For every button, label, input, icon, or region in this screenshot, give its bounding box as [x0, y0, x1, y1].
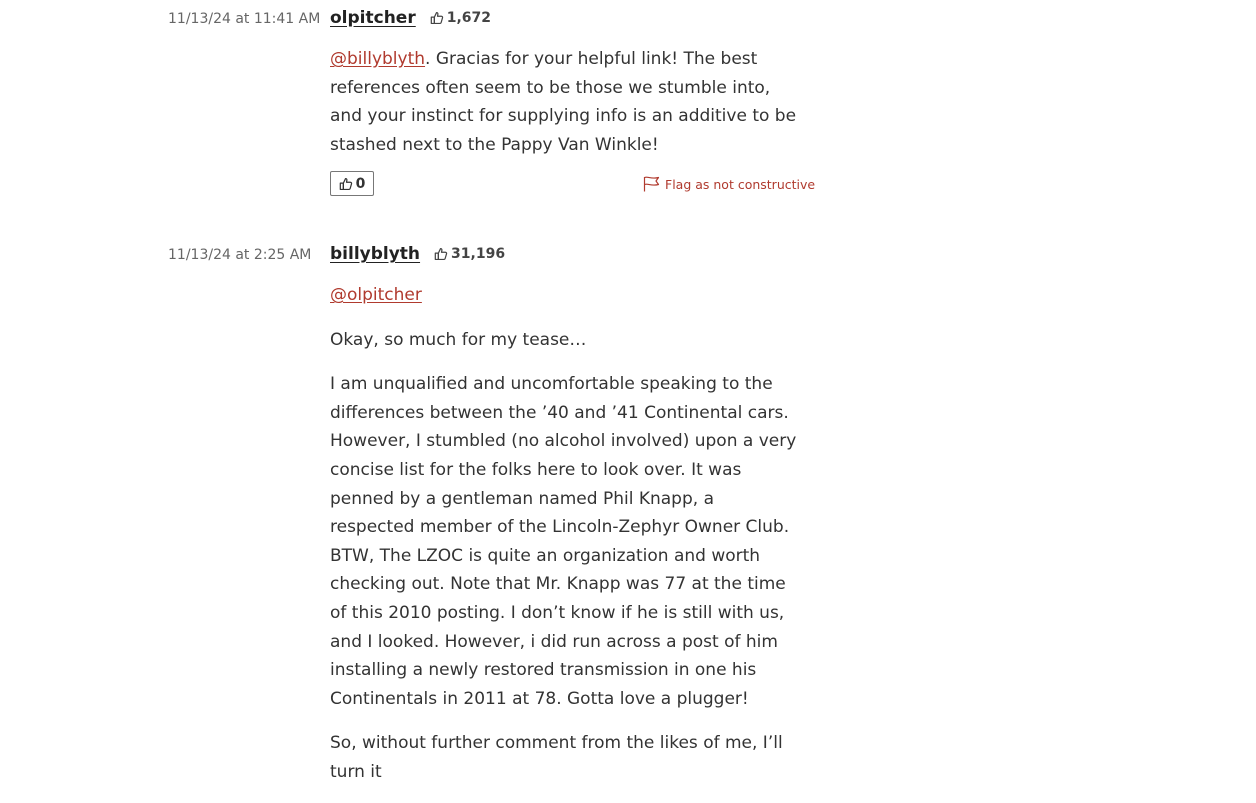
- reputation-badge: [434, 246, 505, 262]
- flag-button[interactable]: [643, 176, 815, 192]
- reputation-count: 1,672: [446, 10, 492, 26]
- username-link[interactable]: billyblyth: [330, 244, 421, 264]
- comment-timestamp: 11/13/24 at 11:41 AM: [168, 11, 321, 27]
- thumbs-up-icon: [430, 11, 444, 25]
- comment-paragraph: I am unqualified and uncomfortable speaking to the differences between the ’40 and ’41 Continental cars. However, I stumbled (no alcohol involved) upon a very concise list for the folks here to look over. It was penned by a gentleman named Phil Knapp, a respected member of the Lincoln-Zephyr Owner Club. BTW, The LZOC is quite an organization and worth checking out. Note that Mr. Knapp was 77 at the time of this 2010 posting. I don’t know if he is still with us, and I looked. However, i did run across a post of him installing a newly restored transmission in one his Continentals in 2011 at 78. Gotta love a plugger!: [330, 374, 797, 709]
- mention-link[interactable]: @olpitcher: [330, 285, 422, 305]
- comment-paragraph: So, without further comment from the likes of me, I’ll turn it: [330, 733, 783, 782]
- like-count: 0: [355, 175, 366, 192]
- username-link[interactable]: olpitcher: [330, 8, 416, 28]
- like-button[interactable]: [330, 171, 374, 196]
- comment-body: [330, 281, 800, 803]
- thumbs-up-icon: [434, 247, 448, 261]
- thumbs-up-icon: [339, 177, 353, 191]
- comment-paragraph: Okay, so much for my tease…: [330, 329, 587, 350]
- reputation-count: 31,196: [451, 246, 506, 262]
- comment-header: [330, 7, 491, 29]
- comment-text: . Gracias for your helpful link! The best references often seem to be those we stumble into, and your instinct for supplying info is an additive to be stashed next to the Pappy Van Winkle!: [330, 49, 797, 155]
- comment-paragraph: [330, 281, 800, 310]
- comment-header: [330, 243, 505, 265]
- flag-icon: [643, 176, 660, 192]
- reputation-badge: [430, 10, 491, 26]
- mention-link[interactable]: @billyblyth: [330, 49, 426, 69]
- comment-body: [330, 45, 800, 175]
- comment-paragraph: [330, 45, 800, 159]
- flag-label: Flag as not constructive: [665, 176, 816, 192]
- comment-timestamp: 11/13/24 at 2:25 AM: [168, 247, 312, 263]
